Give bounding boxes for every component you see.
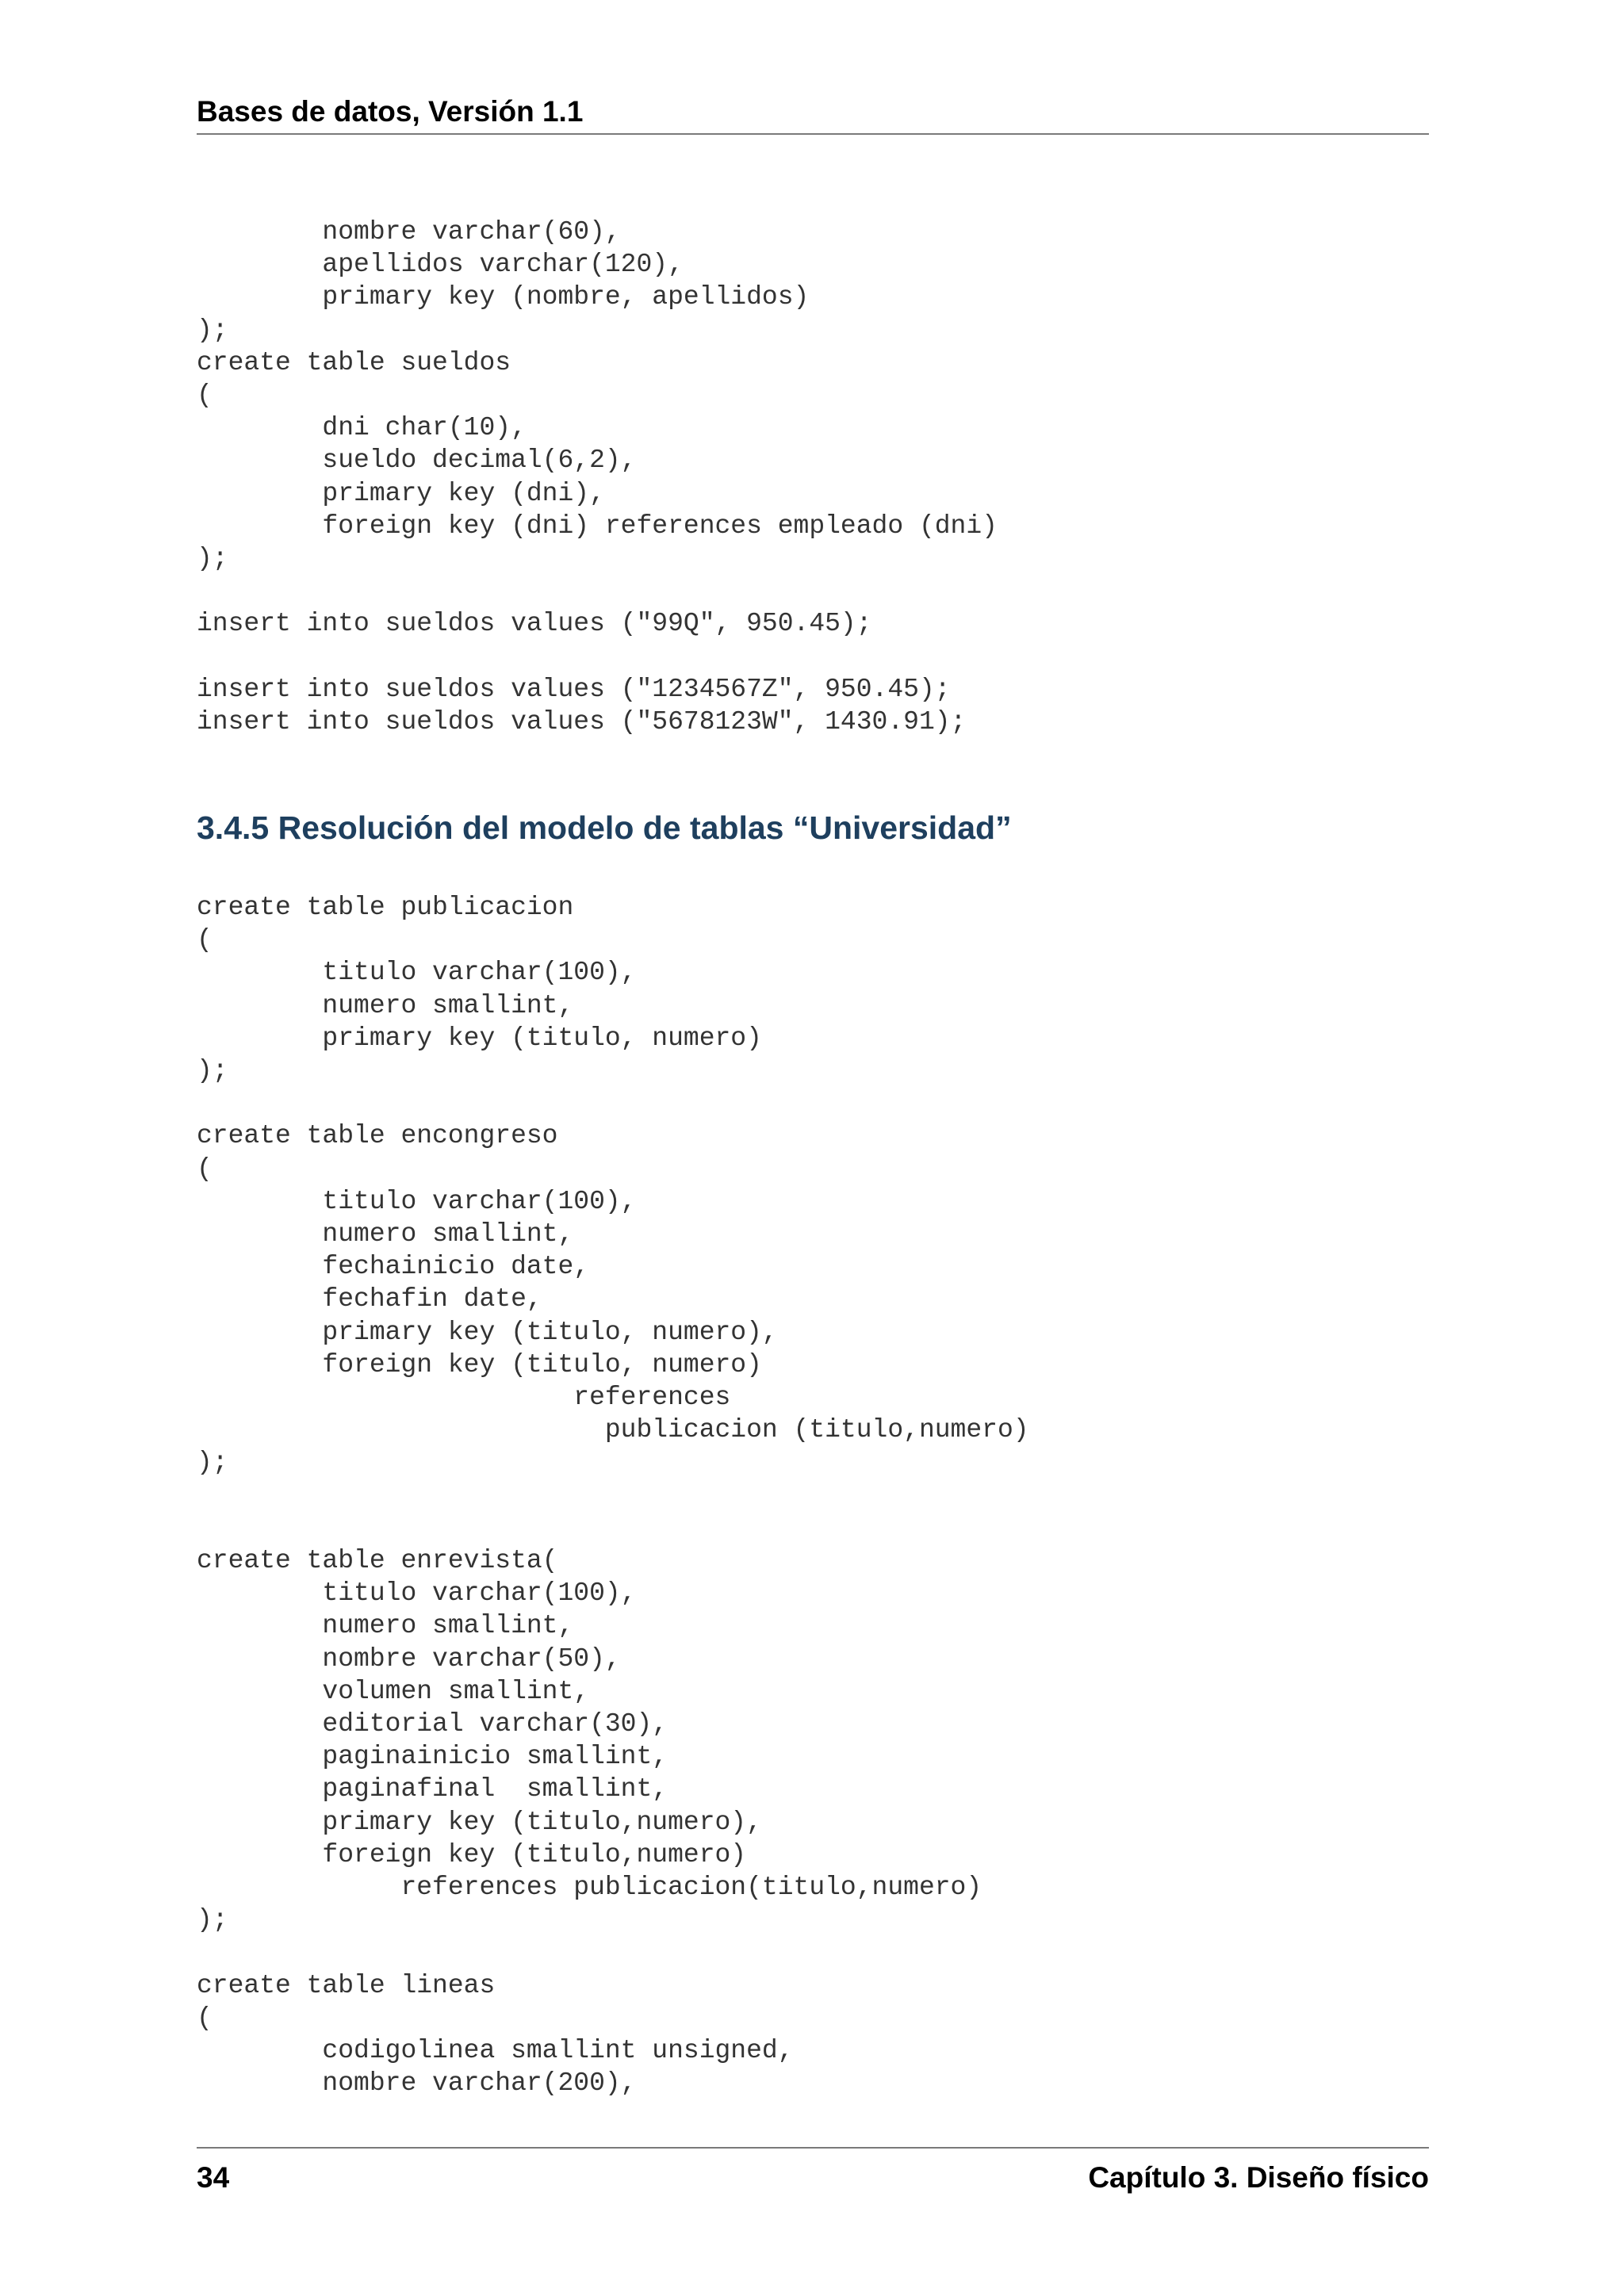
code-block-sueldos: nombre varchar(60), apellidos varchar(120), primary key (nombre, apellidos) ); create table sueldos ( dni char(10), sueldo decimal(6,2), primary key (dni), foreign key (dni) references empleado (dni) ); insert into sueldos values ("99Q", 950.45); insert into sueldos values ("1234567Z", 950.45); insert into sueldos values ("5678123W", 1430.91); xyxy=(197,217,998,737)
chapter-title: Capítulo 3. Diseño físico xyxy=(1088,2161,1429,2194)
code-block-universidad: create table publicacion ( titulo varchar(100), numero smallint, primary key (titulo, numero) ); create table encongreso ( titulo varchar(100), numero smallint, fechainicio date, fechafin date, primary key (titulo, numero), foreign key (titulo, numero) references publicacion (titulo,numero) ); create table enrevista( titulo varchar(100), numero smallint, nombre varchar(50), volumen smallint, editorial varchar(30), paginainicio smallint, paginafinal smallint, primary key (titulo,numero), foreign key (titulo,numero) references publicacion(titulo,numero) ); create table lineas ( codigolinea smallint unsigned, nombre varchar(200), xyxy=(197,893,1029,2099)
page-number: 34 xyxy=(197,2161,230,2194)
header-title: Bases de datos, Versión 1.1 xyxy=(197,95,584,128)
page-footer xyxy=(197,2147,1429,2204)
section-heading: 3.4.5 Resolución del modelo de tablas “Universidad” xyxy=(197,809,1012,846)
page-header xyxy=(197,89,1429,135)
